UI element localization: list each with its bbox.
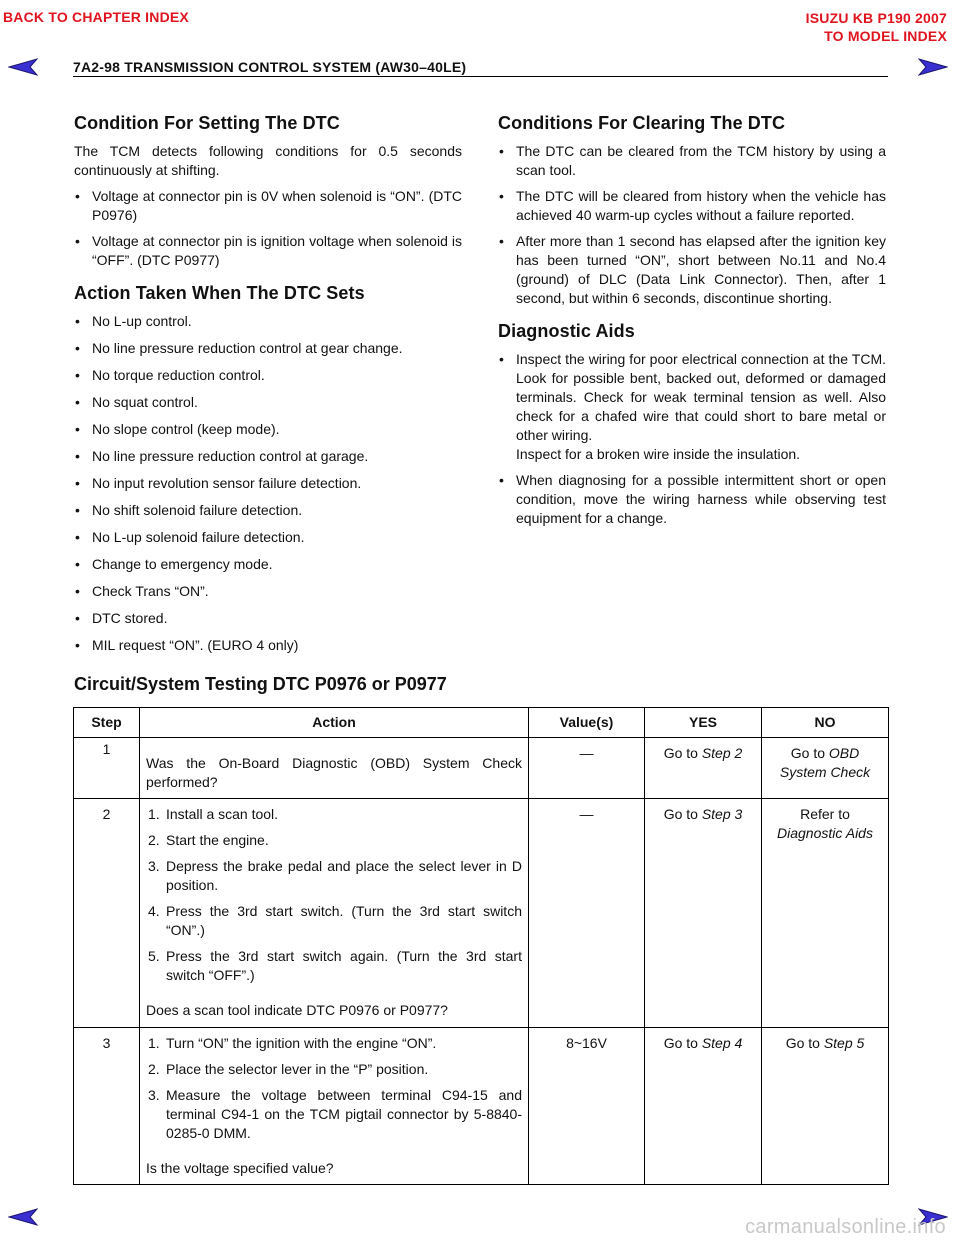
right-column xyxy=(498,112,886,535)
question-text: Does a scan tool indicate DTC P0976 or P0977? xyxy=(146,1002,448,1018)
action-steps xyxy=(146,1034,522,1143)
action-step: 1. Install a scan tool. xyxy=(148,806,279,822)
no-step-link[interactable]: Diagnostic Aids xyxy=(777,825,873,841)
back-to-chapter-index-link[interactable]: BACK TO CHAPTER INDEX xyxy=(3,9,189,25)
no-cell xyxy=(762,738,889,799)
setting-list xyxy=(74,187,462,270)
question-text: Was the On-Board Diagnostic (OBD) System Check performed? xyxy=(146,755,522,790)
no-prefix: Refer to xyxy=(800,806,850,822)
aids-text: • Inspect the wiring for poor electrical connection at the TCM. Look for possible bent, backed out, deformed or damaged terminals. Check for weak terminal tension as well. Also check for a chafed wire that could short to bare metal or other wiring. xyxy=(516,351,886,443)
setting-intro: The TCM detects following conditions for 0.5 seconds continuously at shifting. xyxy=(74,143,462,178)
action-cell xyxy=(140,738,529,799)
action-heading: Action Taken When The DTC Sets xyxy=(74,283,365,303)
no-step-link[interactable]: Step 5 xyxy=(823,1035,865,1051)
clearing-heading: Conditions For Clearing The DTC xyxy=(498,113,786,133)
yes-prefix: Go to xyxy=(663,1035,702,1051)
list-item: • When diagnosing for a possible intermittent short or open condition, move the wiring harness while observing test equipment for a change. xyxy=(498,471,886,528)
list-item: • No slope control (keep mode). xyxy=(74,420,462,439)
action-step: 1. Turn “ON” the ignition with the engine “ON”. xyxy=(148,1035,437,1051)
list-item: • No L-up solenoid failure detection. xyxy=(74,528,462,547)
no-cell xyxy=(762,1028,889,1185)
action-step: 2. Start the engine. xyxy=(148,832,269,848)
table-row xyxy=(74,738,889,799)
watermark: carmanualsonline.info xyxy=(745,1216,946,1238)
action-steps xyxy=(146,805,522,985)
table-row xyxy=(74,1028,889,1185)
column-header: Step xyxy=(74,708,140,738)
yes-step-link[interactable]: Step 2 xyxy=(701,745,743,761)
action-step: 2. Place the selector lever in the “P” position. xyxy=(148,1061,429,1077)
list-item: • No line pressure reduction control at gear change. xyxy=(74,339,462,358)
setting-heading: Condition For Setting The DTC xyxy=(74,113,340,133)
list-item: • MIL request “ON”. (EURO 4 only) xyxy=(74,636,462,655)
yes-prefix: Go to xyxy=(663,745,702,761)
arrow-left-icon[interactable] xyxy=(8,57,38,77)
aids-list xyxy=(498,350,886,528)
arrow-left-icon[interactable] xyxy=(8,1207,38,1227)
action-cell xyxy=(140,799,529,1028)
list-item: • After more than 1 second has elapsed after the ignition key has been turned “ON”, short between No.11 and No.4 (ground) of DLC (Data Link Connector). Then, after 1 second, but within 6 seconds, discontinue shorting. xyxy=(498,232,886,308)
step-cell: 1 xyxy=(74,738,140,799)
list-item: • No L-up control. xyxy=(74,312,462,331)
yes-step-link[interactable]: Step 3 xyxy=(701,806,743,822)
model-title: ISUZU KB P190 2007 xyxy=(805,10,947,26)
list-item: • No torque reduction control. xyxy=(74,366,462,385)
list-item: • Voltage at connector pin is 0V when solenoid is “ON”. (DTC P0976) xyxy=(74,187,462,225)
column-header: Value(s) xyxy=(529,708,645,738)
action-cell xyxy=(140,1028,529,1185)
list-item: • DTC stored. xyxy=(74,609,462,628)
list-item: • No squat control. xyxy=(74,393,462,412)
value-cell: — xyxy=(529,799,645,1028)
list-item: • The DTC can be cleared from the TCM history by using a scan tool. xyxy=(498,142,886,180)
to-model-index-label: TO MODEL INDEX xyxy=(824,28,947,44)
action-step: 4. Press the 3rd start switch. (Turn the 3rd start switch “ON”.) xyxy=(148,903,522,938)
column-header: Action xyxy=(140,708,529,738)
yes-step-link[interactable]: Step 4 xyxy=(701,1035,743,1051)
value-cell: — xyxy=(529,738,645,799)
list-item: • No line pressure reduction control at garage. xyxy=(74,447,462,466)
no-prefix: Go to xyxy=(785,1035,824,1051)
no-step-link[interactable]: OBD System Check xyxy=(779,745,871,780)
page-header: 7A2-98 TRANSMISSION CONTROL SYSTEM (AW30–40LE) xyxy=(73,59,467,75)
column-header: NO xyxy=(762,708,889,738)
column-header: YES xyxy=(645,708,762,738)
yes-cell xyxy=(645,799,762,1028)
aids-text: Inspect for a broken wire inside the insulation. xyxy=(516,446,801,462)
list-item xyxy=(498,350,886,464)
no-cell xyxy=(762,799,889,1028)
action-step: 3. Depress the brake pedal and place the select lever in D position. xyxy=(148,858,522,893)
action-step: 5. Press the 3rd start switch again. (Turn the 3rd start switch “OFF”.) xyxy=(148,948,522,983)
step-cell: 3 xyxy=(74,1028,140,1185)
list-item: • No input revolution sensor failure detection. xyxy=(74,474,462,493)
arrow-right-icon[interactable] xyxy=(918,57,948,77)
value-cell: 8~16V xyxy=(529,1028,645,1185)
action-list xyxy=(74,312,462,655)
yes-cell xyxy=(645,1028,762,1185)
clearing-list xyxy=(498,142,886,308)
list-item: • Voltage at connector pin is ignition voltage when solenoid is “OFF”. (DTC P0977) xyxy=(74,232,462,270)
action-step: 3. Measure the voltage between terminal C94-15 and terminal C94-1 on the TCM pigtail connector by 5-8840-0285-0 DMM. xyxy=(148,1087,522,1141)
model-index-link[interactable] xyxy=(806,9,947,45)
yes-prefix: Go to xyxy=(663,806,702,822)
diagnostic-table xyxy=(73,707,889,1185)
step-cell: 2 xyxy=(74,799,140,1028)
table-row xyxy=(74,799,889,1028)
table-header-row xyxy=(74,708,889,738)
aids-heading: Diagnostic Aids xyxy=(498,321,635,341)
list-item: • The DTC will be cleared from history when the vehicle has achieved 40 warm-up cycles without a failure reported. xyxy=(498,187,886,225)
left-column xyxy=(74,112,462,663)
question-text: Is the voltage specified value? xyxy=(146,1160,334,1176)
no-prefix: Go to xyxy=(790,745,829,761)
testing-title: Circuit/System Testing DTC P0976 or P0977 xyxy=(74,674,447,694)
list-item: • Change to emergency mode. xyxy=(74,555,462,574)
yes-cell xyxy=(645,738,762,799)
header-divider xyxy=(73,76,888,77)
list-item: • Check Trans “ON”. xyxy=(74,582,462,601)
list-item: • No shift solenoid failure detection. xyxy=(74,501,462,520)
